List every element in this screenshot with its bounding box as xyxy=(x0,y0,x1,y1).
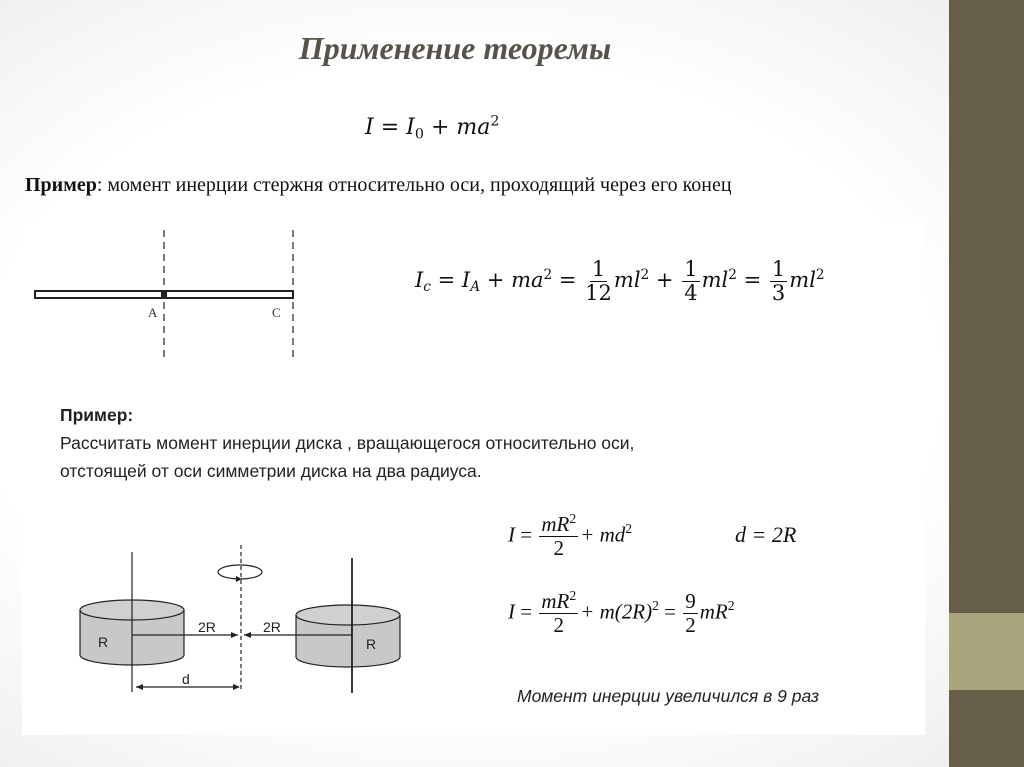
slide-title: Применение теоремы xyxy=(298,30,612,66)
theorem-formula: $I = I_0 + ma^2$ xyxy=(365,113,500,143)
distance-d-label: d xyxy=(182,671,190,687)
rod-formula: $I_c = I_A + ma^2$ = $\frac{1}{12}$ $ml^2$ + $\frac{1}{4}$ $ml^2$ = $\frac{1}{3}$ $ml^2$ xyxy=(415,257,825,306)
decorative-band xyxy=(949,613,1024,690)
d-equals-2r: d = 2R xyxy=(735,522,797,547)
distance-left-label: 2R xyxy=(198,619,216,635)
disk-formula-1: I = $\frac{mR^2}{2}$ + $md^2$ xyxy=(508,510,633,561)
distance-right-label: 2R xyxy=(263,619,281,635)
point-c-label: C xyxy=(272,305,281,320)
example1-text: Пример: момент инерции стержня относительно оси, проходящий через его конец xyxy=(25,174,732,196)
rod-diagram xyxy=(22,222,322,372)
example2-text: Пример: Рассчитать момент инерции диска , вращающегося относительно оси, отстоящей от оси симметрии диска на два радиуса. xyxy=(60,405,635,481)
point-a-label: A xyxy=(148,305,158,320)
conclusion-text: Момент инерции увеличился в 9 раз xyxy=(517,686,819,706)
radius-right-label: R xyxy=(366,636,377,652)
disk-formula-2: I = $\frac{mR^2}{2}$ + $m(2R)^2$ = $\frac{9}{2}$ $mR^2$ xyxy=(508,587,735,638)
disk-diagram xyxy=(60,540,430,700)
radius-left-label: R xyxy=(98,634,109,650)
